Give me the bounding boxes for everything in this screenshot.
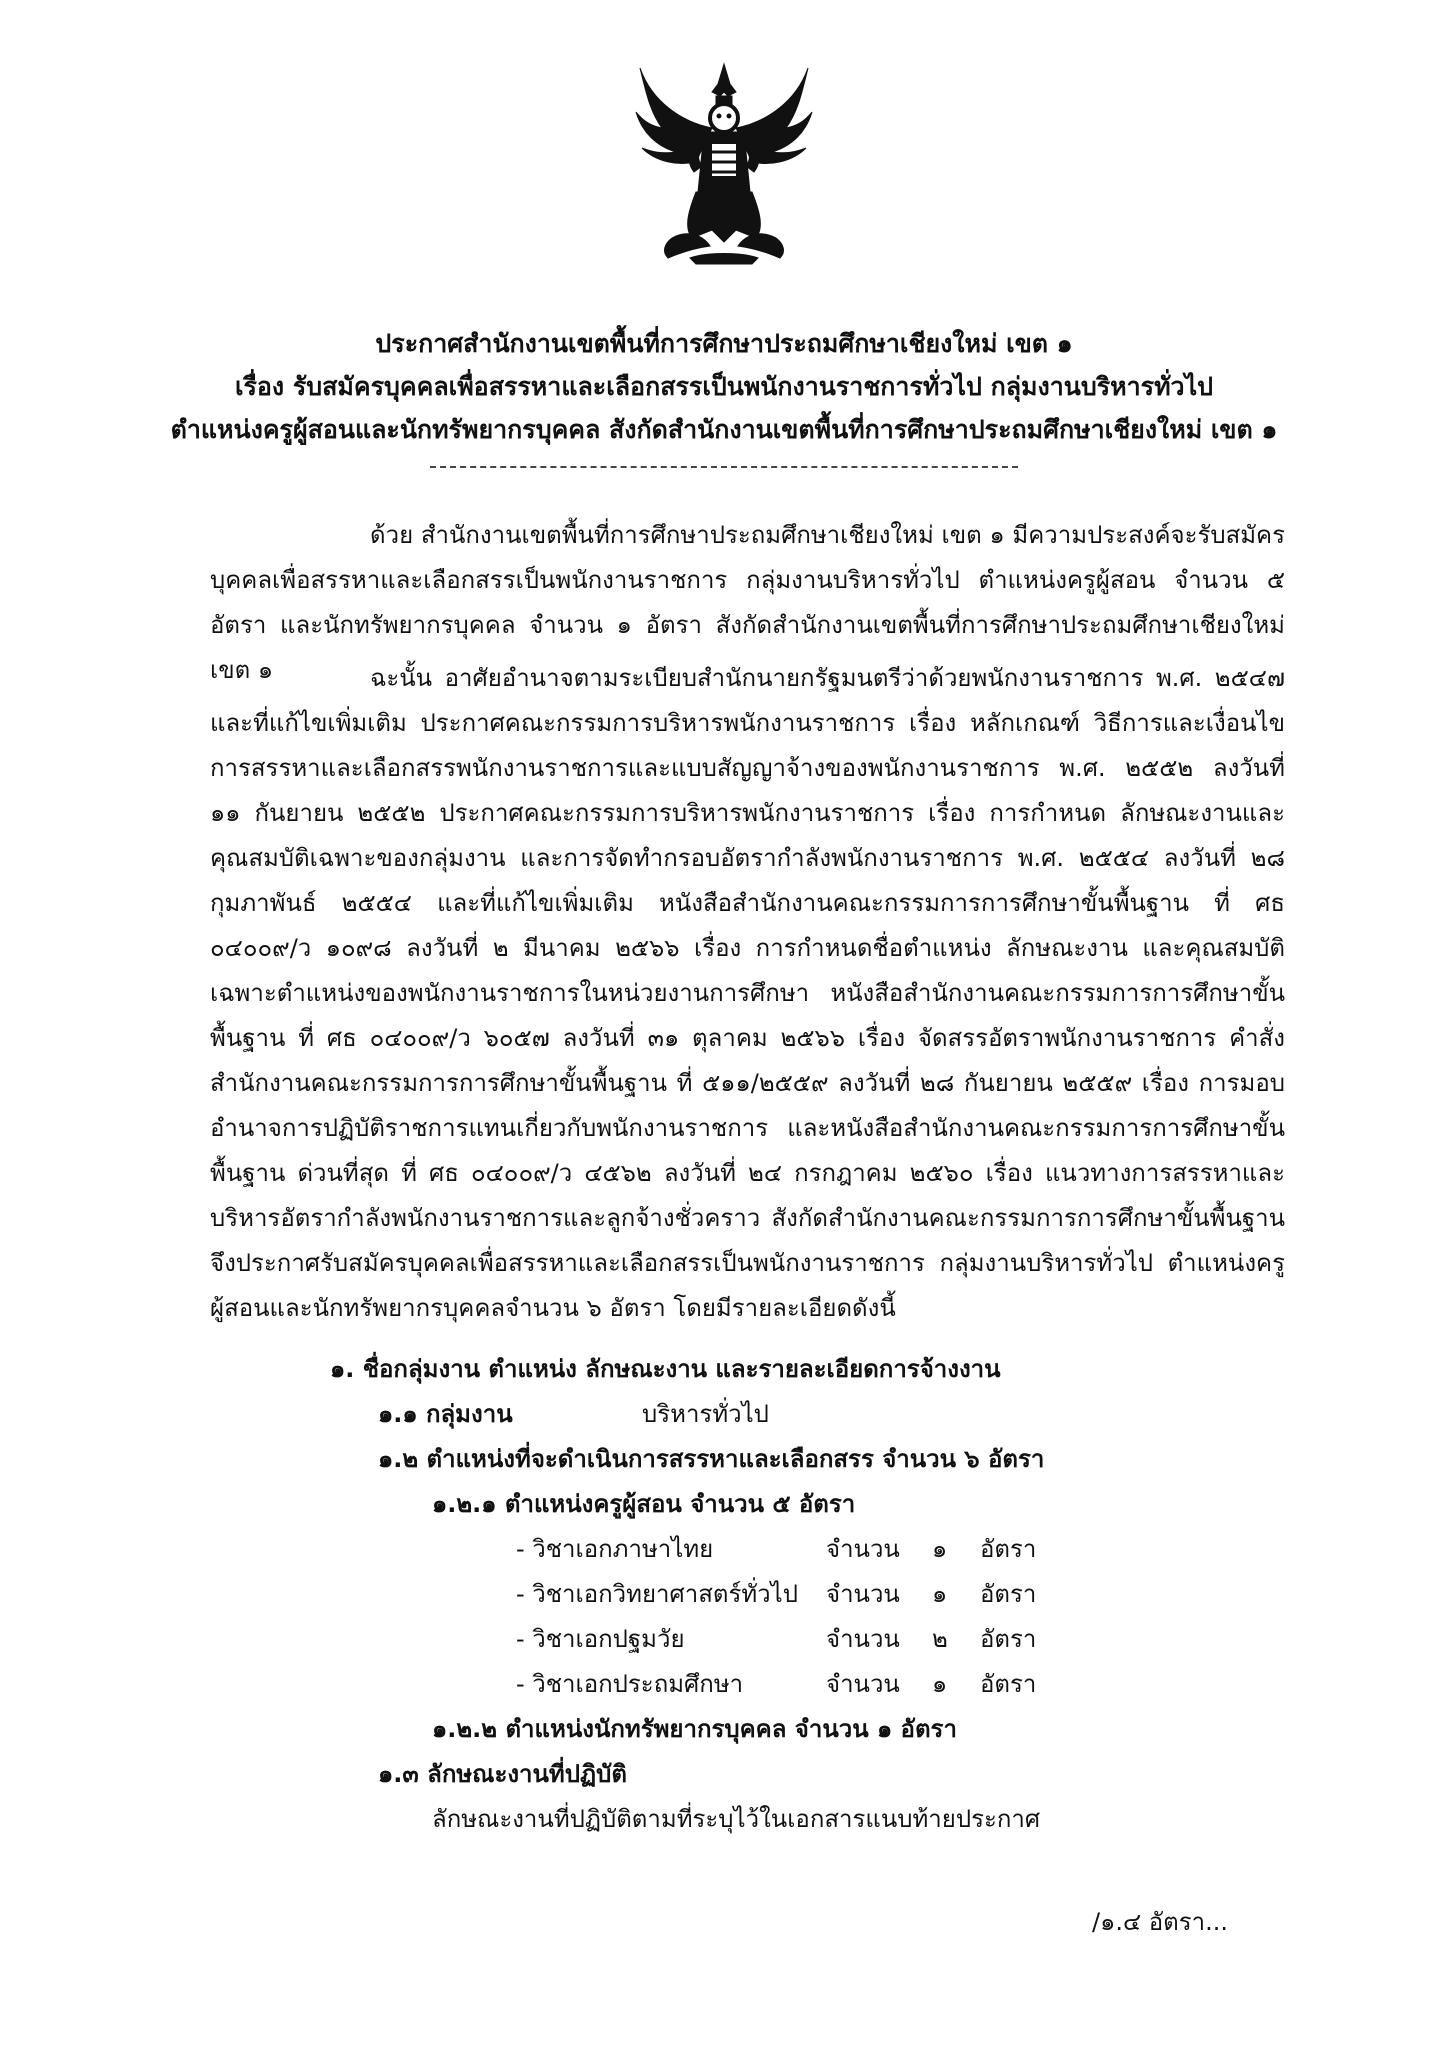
subject-count: ๑ xyxy=(932,1535,948,1563)
section-1-2-title: ๑.๒ ตำแหน่งที่จะดำเนินการสรรหาและเลือกสรร จำนวน ๖ อัตรา xyxy=(378,1445,1045,1473)
subject-count: ๒ xyxy=(932,1625,948,1653)
continued-marker: /๑.๔ อัตรา... xyxy=(1092,1908,1228,1936)
subject-count-label: จำนวน xyxy=(826,1580,900,1608)
subject-count: ๑ xyxy=(932,1580,948,1608)
authority-paragraph: ฉะนั้น อาศัยอำนาจตามระเบียบสำนักนายกรัฐมนตรีว่าด้วยพนักงานราชการ พ.ศ. ๒๕๔๗ และที่แก้ไขเพิ่มเติม ประกาศคณะกรรมการบริหารพนักงานราชการ เรื่อง หลักเกณฑ์ วิธีการและเงื่อนไขการสรรหาและเลือกสรรพนักงานราชการและแบบสัญญาจ้างของพนักงานราชการ พ.ศ. ๒๕๕๒ ลงวันที่ ๑๑ กันยายน ๒๕๕๒ ประกาศคณะกรรมการบริหารพนักงานราชการ เรื่อง การกำหนด ลักษณะงานและคุณสมบัติเฉพาะของกลุ่มงาน และการจัดทำกรอบอัตรากำลังพนักงานราชการ พ.ศ. ๒๕๕๔ ลงวันที่ ๒๘ กุมภาพันธ์ ๒๕๕๔ และที่แก้ไขเพิ่มเติม หนังสือสำนักงานคณะกรรมการการศึกษาขั้นพื้นฐาน ที่ ศธ ๐๔๐๐๙/ว ๑๐๙๘ ลงวันที่ ๒ มีนาคม ๒๕๖๖ เรื่อง การกำหนดชื่อตำแหน่ง ลักษณะงาน และคุณสมบัติเฉพาะตำแหน่งของพนักงานราชการในหน่วยงานการศึกษา หนังสือสำนักงานคณะกรรมการการศึกษาขั้นพื้นฐาน ที่ ศธ ๐๔๐๐๙/ว ๖๐๕๗ ลงวันที่ ๓๑ ตุลาคม ๒๕๖๖ เรื่อง จัดสรรอัตราพนักงานราชการ คำสั่งสำนักงานคณะกรรมการการศึกษาขั้นพื้นฐาน ที่ ๕๑๑/๒๕๕๙ ลงวันที่ ๒๘ กันยายน ๒๕๕๙ เรื่อง การมอบอำนาจการปฏิบัติราชการแทนเกี่ยวกับพนักงานราชการ และหนังสือสำนักงานคณะกรรมการการศึกษาขั้นพื้นฐาน ด่วนที่สุด ที่ ศธ ๐๔๐๐๙/ว ๔๕๖๒ ลงวันที่ ๒๔ กรกฎาคม ๒๕๖๐ เรื่อง แนวทางการสรรหาและบริหารอัตรากำลังพนักงานราชการและลูกจ้างชั่วคราว สังกัดสำนักงานคณะกรรมการการศึกษาขั้นพื้นฐาน จึงประกาศรับสมัครบุคคลเพื่อสรรหาและเลือกสรรเป็นพนักงานราชการ กลุ่มงานบริหารทั่วไป ตำแหน่งครูผู้สอนและนักทรัพยากรบุคคลจำนวน ๖ อัตรา โดยมีรายละเอียดดังนี้ xyxy=(210,664,1285,1322)
dashed-divider xyxy=(430,466,1018,468)
subject-unit: อัตรา xyxy=(980,1670,1037,1698)
section-1-3-text: ลักษณะงานที่ปฏิบัติตามที่ระบุไว้ในเอกสารแนบท้ายประกาศ xyxy=(432,1805,1041,1833)
subject-unit: อัตรา xyxy=(980,1625,1037,1653)
announcement-subject-cont: ตำแหน่งครูผู้สอนและนักทรัพยากรบุคคล สังกัดสำนักงานเขตพื้นที่การศึกษาประถมศึกษาเชียงใหม่ เขต ๑ xyxy=(170,415,1278,444)
subject-name: - วิชาเอกประถมศึกษา xyxy=(516,1670,744,1698)
section-1-2-2-title: ๑.๒.๒ ตำแหน่งนักทรัพยากรบุคคล จำนวน ๑ อัตรา xyxy=(432,1715,957,1743)
subject-name: - วิชาเอกปฐมวัย xyxy=(516,1625,685,1653)
announcement-subject: เรื่อง รับสมัครบุคคลเพื่อสรรหาและเลือกสรรเป็นพนักงานราชการทั่วไป กลุ่มงานบริหารทั่วไป xyxy=(234,372,1214,401)
subject-name: - วิชาเอกวิทยาศาสตร์ทั่วไป xyxy=(516,1580,798,1608)
subject-count: ๑ xyxy=(932,1670,948,1698)
section-1-3-title: ๑.๓ ลักษณะงานที่ปฏิบัติ xyxy=(378,1760,627,1788)
section-1-1-label: ๑.๑ กลุ่มงาน xyxy=(378,1400,513,1428)
subject-count-label: จำนวน xyxy=(826,1625,900,1653)
section-1-1-value: บริหารทั่วไป xyxy=(642,1400,769,1428)
subject-count-label: จำนวน xyxy=(826,1535,900,1563)
subject-name: - วิชาเอกภาษาไทย xyxy=(516,1535,714,1563)
subject-unit: อัตรา xyxy=(980,1580,1037,1608)
section-1-2-1-title: ๑.๒.๑ ตำแหน่งครูผู้สอน จำนวน ๕ อัตรา xyxy=(432,1490,856,1518)
subject-count-label: จำนวน xyxy=(826,1670,900,1698)
announcement-title: ประกาศสำนักงานเขตพื้นที่การศึกษาประถมศึกษาเชียงใหม่ เขต ๑ xyxy=(375,329,1073,358)
intro-paragraph: ด้วย สำนักงานเขตพื้นที่การศึกษาประถมศึกษาเชียงใหม่ เขต ๑ มีความประสงค์จะรับสมัครบุคคลเพื่อสรรหาและเลือกสรรเป็นพนักงานราชการ กลุ่มงานบริหารทั่วไป ตำแหน่งครูผู้สอน จำนวน ๕ อัตรา และนักทรัพยากรบุคคล จำนวน ๑ อัตรา สังกัดสำนักงานเขตพื้นที่การศึกษาประถมศึกษาเชียงใหม่ เขต ๑ xyxy=(210,521,1285,684)
subject-unit: อัตรา xyxy=(980,1535,1037,1563)
section-1-title: ๑. ชื่อกลุ่มงาน ตำแหน่ง ลักษณะงาน และรายละเอียดการจ้างงาน xyxy=(330,1355,1001,1383)
garuda-emblem xyxy=(632,62,817,267)
